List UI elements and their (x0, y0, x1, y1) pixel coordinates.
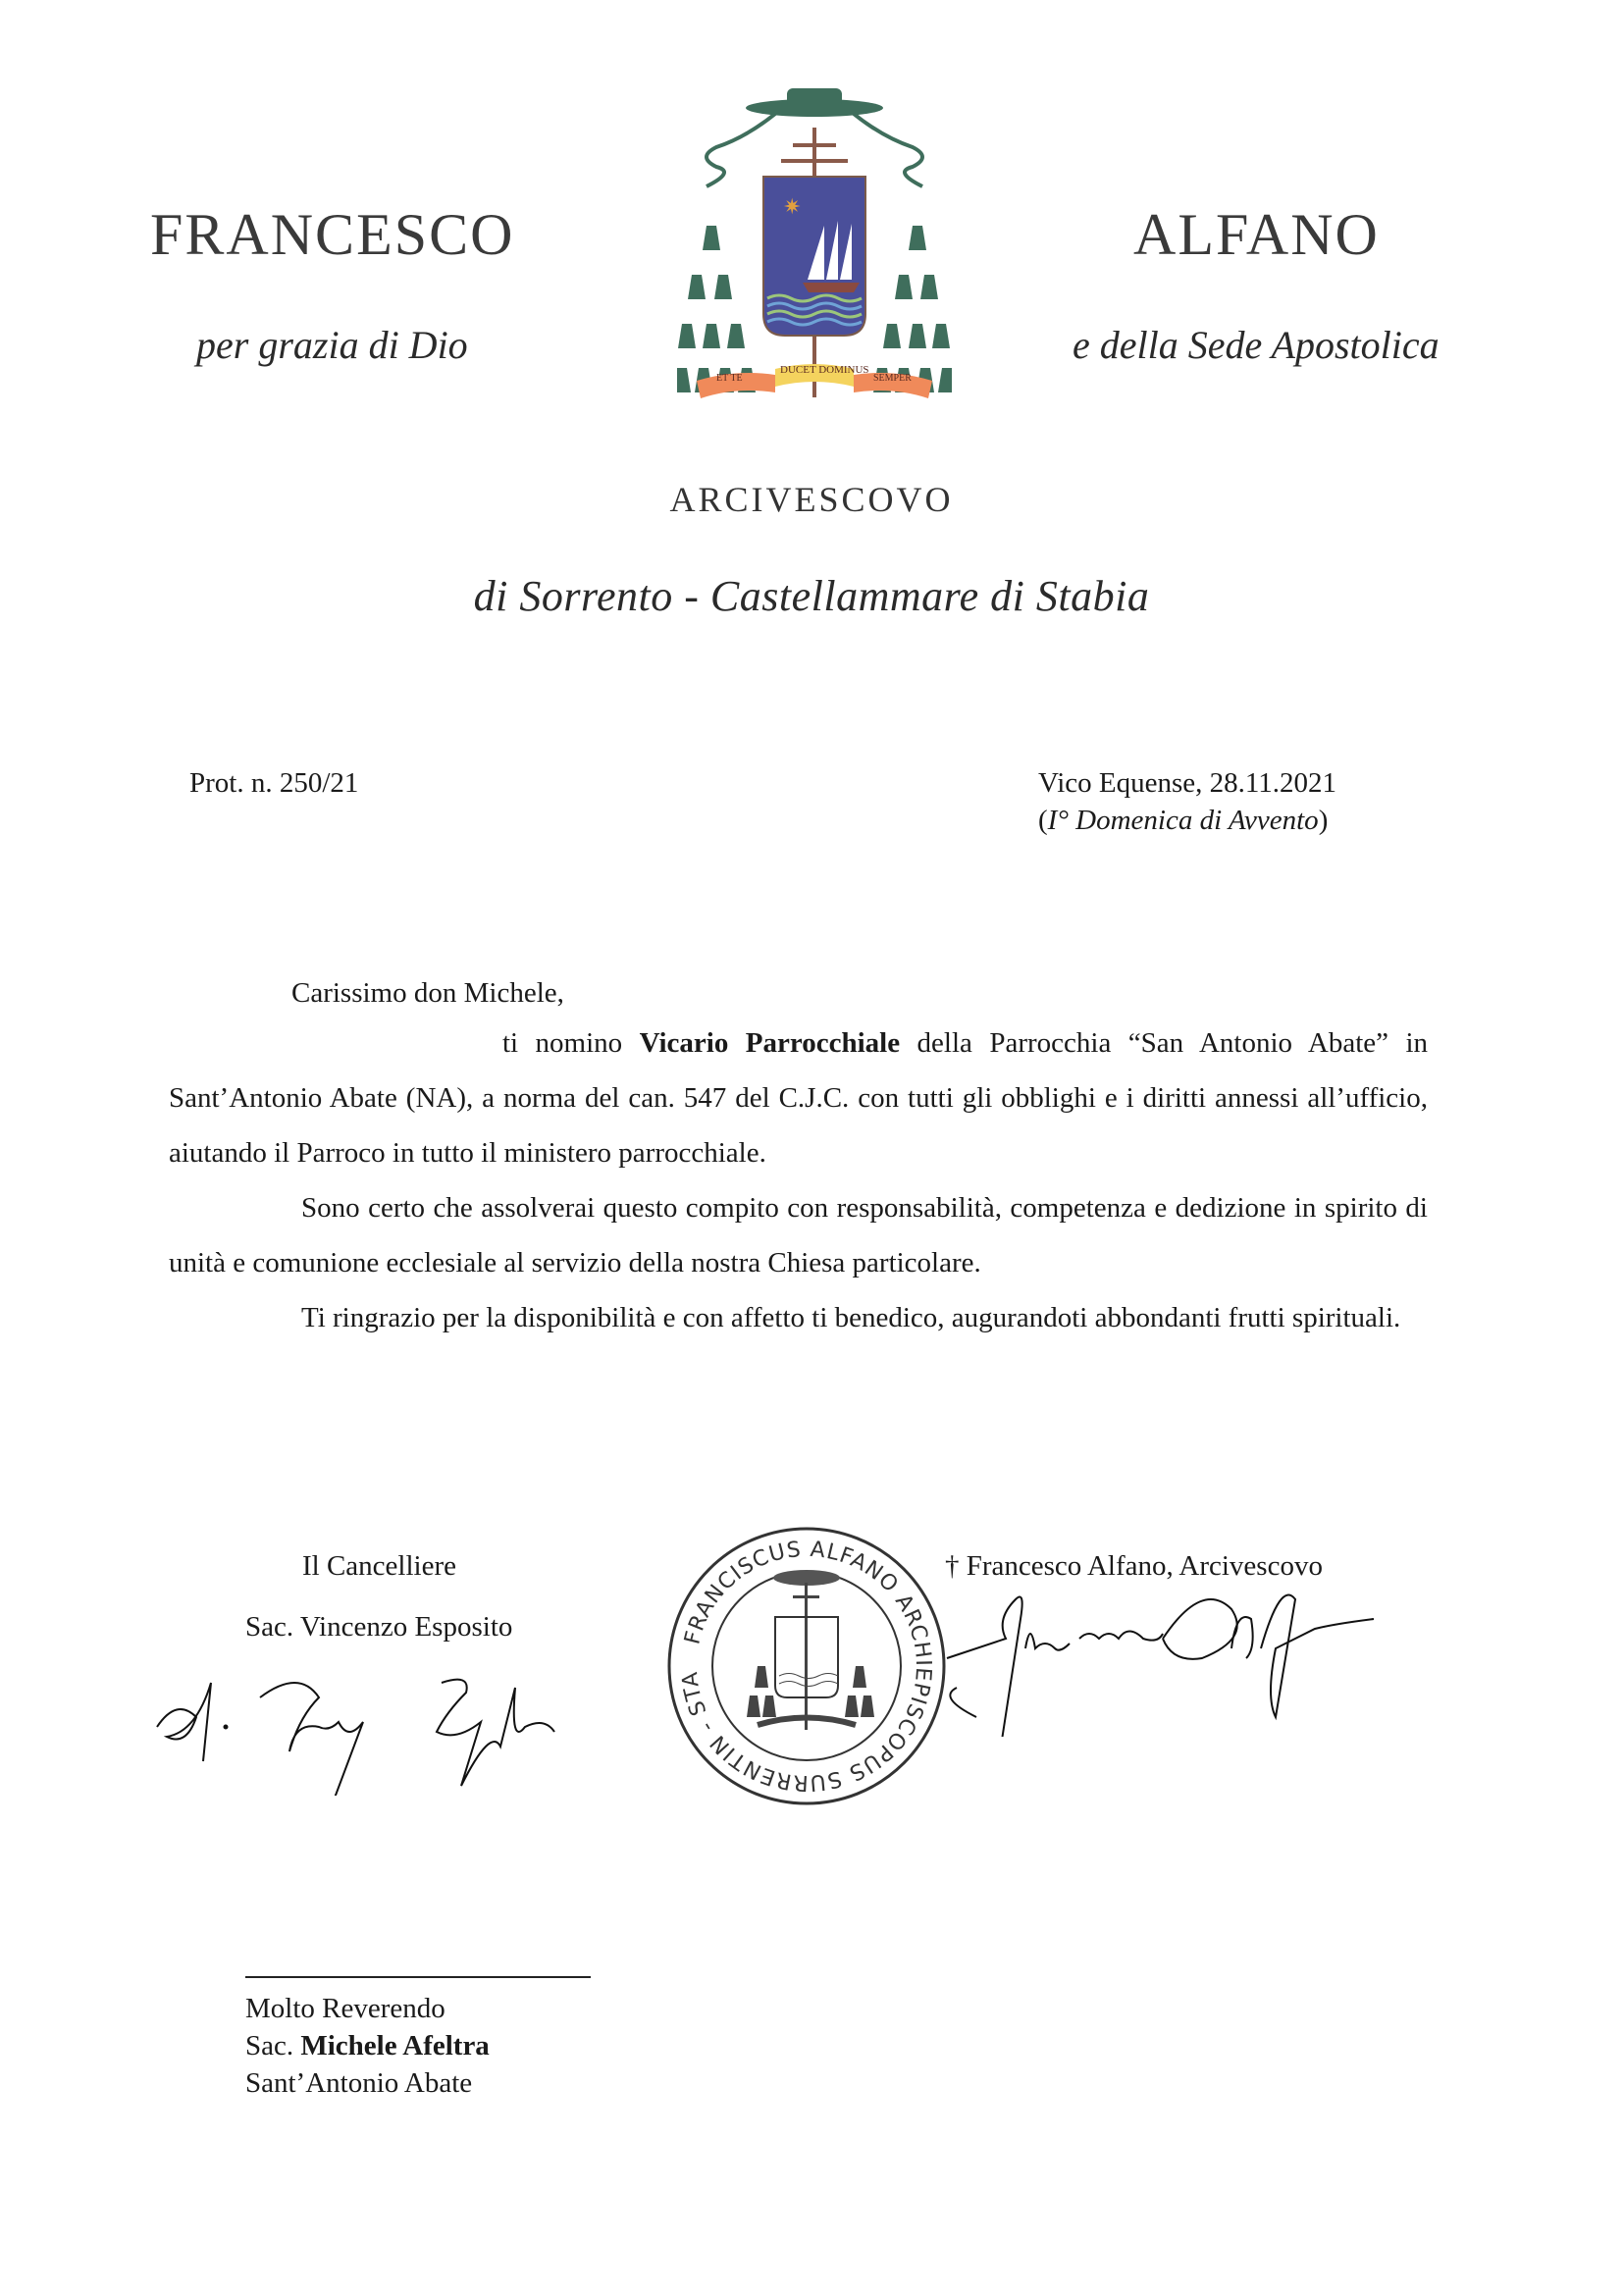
salutation: Carissimo don Michele, (291, 977, 564, 1009)
liturgical-day-text: I° Domenica di Avvento (1047, 805, 1319, 836)
letterhead-left-subtitle: per grazia di Dio (196, 323, 468, 367)
chancellor-name: Sac. Vincenzo Esposito (245, 1611, 513, 1643)
appointment-rest: della Parrocchia “San Antonio Abate” in Sant’Antonio Abate (NA), a norma del can. 547 del C.J.C. con tutti gli obblighi e i diritti annessi all’ufficio, aiutando il Parroco in tutto il ministero parrocchiale. (169, 1027, 1429, 1169)
letterhead-title: ARCIVESCOVO (669, 480, 954, 519)
place-date: Vico Equense, 28.11.2021 (1038, 767, 1337, 799)
letterhead-right-subtitle: e della Sede Apostolica (1073, 323, 1440, 367)
chancellor-role: Il Cancelliere (302, 1550, 456, 1582)
seal-inscription: FRANCISCUS ALFANO ARCHIEPISCOPUS SURRENTIN - STA (677, 1537, 936, 1796)
archbishop-signature (937, 1570, 1388, 1737)
official-seal-icon (659, 1519, 954, 1813)
letterhead-see: di Sorrento - Castellammare di Stabia (473, 572, 1150, 620)
recipient-name (245, 2027, 490, 2064)
recipient-block (245, 1990, 490, 2102)
paragraph-appointment (169, 1016, 1428, 1180)
paragraph-blessing: Ti ringrazio per la disponibilità e con affetto ti benedico, augurandoti abbondanti frutti spirituali. (301, 1302, 1401, 1333)
paragraph-confidence: Sono certo che assolverai questo compito con responsabilità, competenza e dedizione in spirito di unità e comunione ecclesiale al servizio della nostra Chiesa particolare. (169, 1192, 1428, 1278)
recipient-location: Sant’Antonio Abate (245, 2067, 473, 2099)
recipient-prefix: Sac. (245, 2030, 301, 2061)
paren-close: ) (1318, 805, 1329, 836)
recipient-name-bold: Michele Afeltra (300, 2030, 490, 2061)
coat-of-arms-icon (677, 78, 952, 412)
paren-open: ( (1038, 805, 1048, 836)
motto-left: ET TE (716, 373, 743, 384)
archbishop-signature-line: † Francesco Alfano, Arcivescovo (945, 1550, 1323, 1582)
letter-body (169, 1016, 1428, 1345)
liturgical-day (1038, 805, 1328, 837)
recipient-honorific: Molto Reverendo (245, 1993, 445, 2024)
letterhead-first-name: FRANCESCO (150, 202, 515, 267)
motto-center: DUCET DOMINUS (780, 364, 869, 376)
appointment-role: Vicario Parrocchiale (639, 1027, 901, 1059)
protocol-number: Prot. n. 250/21 (189, 767, 359, 799)
recipient-divider (245, 1976, 591, 1978)
letterhead-last-name: ALFANO (1133, 202, 1380, 267)
appointment-lead: ti nomino (502, 1027, 640, 1059)
svg-text:✷: ✷ (783, 195, 802, 220)
chancellor-signature (147, 1658, 579, 1796)
motto-right: SEMPER (873, 373, 912, 384)
